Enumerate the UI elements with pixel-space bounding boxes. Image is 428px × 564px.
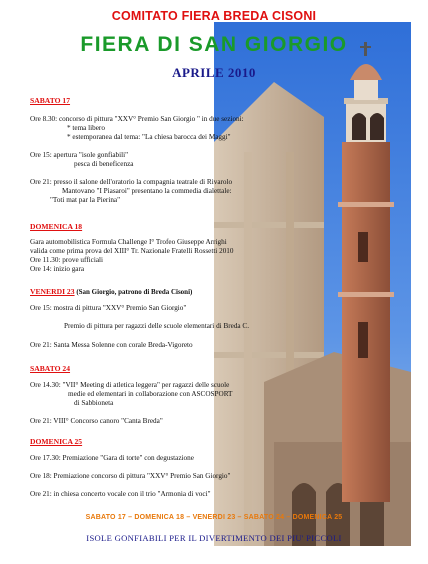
day-heading: SABATO 17 xyxy=(30,96,71,105)
day-note: (San Giorgio, patrono di Breda Cisoni) xyxy=(76,288,193,296)
day-block-sun25 xyxy=(30,437,360,499)
event-line: Ore 11.30: prove ufficiali xyxy=(30,256,104,264)
day-block-sat24 xyxy=(30,364,360,426)
event-line: Ore 17.30: Premiazione "Gara di torte" con degustazione xyxy=(30,454,194,462)
event-title: FIERA DI SAN GIORGIO xyxy=(80,33,348,56)
event-line: Premio di pittura per ragazzi delle scuole elementari di Breda C. xyxy=(64,322,250,330)
dates-summary: SABATO 17 – DOMENICA 18 – VENERDI 23 – SABATO 24 – DOMENICA 25 xyxy=(85,514,343,521)
event-line: Ore 8.30: concorso di pittura "XXV° Premio San Giorgio " in due sezioni: xyxy=(30,115,244,123)
day-block-sat17 xyxy=(30,96,360,205)
event-line: valida come prima prova del XIII° Tr. Nazionale Fratelli Rossetti 2010 xyxy=(30,247,234,255)
event-line: medie ed elementari in collaborazione con ASCOSPORT xyxy=(68,390,233,398)
event-line: Ore 21: VIII° Concorso canoro "Canta Breda" xyxy=(30,417,163,425)
event-line: Ore 14: inizio gara xyxy=(30,265,85,273)
event-line: * estemporanea dal tema: "La chiesa barocca dei Maggi" xyxy=(67,133,231,141)
event-line: * tema libero xyxy=(67,124,105,132)
event-line: pesca di beneficenza xyxy=(74,160,134,168)
event-line: di Sabbioneta xyxy=(74,399,114,407)
day-block-sun18 xyxy=(30,222,360,274)
event-line: Mantovano "I Piasaroi" presentano la commedia dialettale: xyxy=(62,187,232,195)
event-line: Ore 21: Santa Messa Solenne con corale Breda-Vigoreto xyxy=(30,341,193,349)
day-heading: SABATO 24 xyxy=(30,364,71,373)
day-heading: VENERDI 23 xyxy=(30,287,75,296)
organizer-heading: COMITATO FIERA BREDA CISONI xyxy=(111,9,317,23)
day-block-fri23 xyxy=(30,287,360,350)
footer-note: ISOLE GONFIABILI PER IL DIVERTIMENTO DEI PIU' PICCOLI xyxy=(86,533,342,543)
event-line: Gara automobilistica Formula Challenge I° Trofeo Giuseppe Arrighi xyxy=(30,238,227,246)
event-line: Ore 21: in chiesa concerto vocale con il trio "Armonia di voci" xyxy=(30,490,211,498)
event-line: "Toti mat par la Pierina" xyxy=(50,196,121,204)
event-line: Ore 18: Premiazione concorso di pittura "XXV° Premio San Giorgio" xyxy=(30,472,231,480)
event-month: APRILE 2010 xyxy=(172,65,256,80)
day-heading: DOMENICA 25 xyxy=(30,437,83,446)
day-heading: DOMENICA 18 xyxy=(30,222,83,231)
event-line: Ore 14.30: "VII° Meeting di atletica leggera" per ragazzi delle scuole xyxy=(30,381,230,389)
event-line: Ore 15: mostra di pittura "XXV° Premio San Giorgio" xyxy=(30,304,187,312)
event-line: Ore 15: apertura "isole gonfiabili" xyxy=(30,151,129,159)
event-line: Ore 21: presso il salone dell'oratorio la compagnia teatrale di Rivarolo xyxy=(30,178,233,186)
